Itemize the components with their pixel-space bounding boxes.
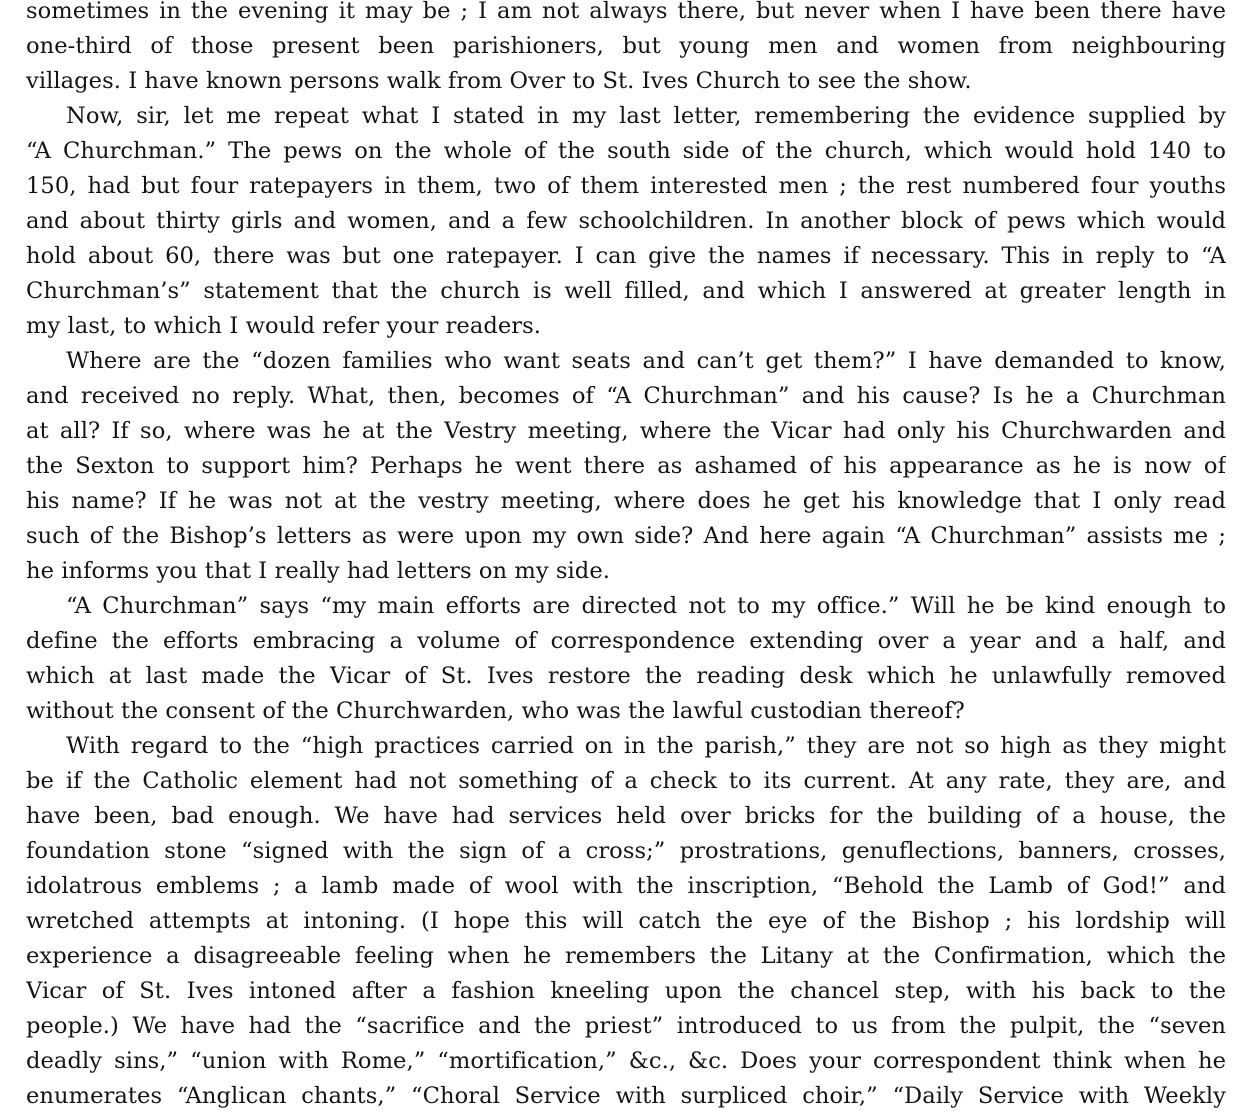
text-line: and received no reply. What, then, becomes of “A Churchman” and his cause? Is he a Churchman	[26, 383, 1226, 409]
text-line: foundation stone “signed with the sign of a cross;” prostrations, genuflections, banners, crosses,	[26, 838, 1226, 864]
text-line: and about thirty girls and women, and a few schoolchildren. In another block of pews which would	[26, 208, 1226, 234]
text-line: people.) We have had the “sacrifice and the priest” introduced to us from the pulpit, the “seven	[26, 1013, 1226, 1039]
text-line: idolatrous emblems ; a lamb made of wool with the inscription, “Behold the Lamb of God!” and	[26, 873, 1226, 899]
text-line: With regard to the “high practices carried on in the parish,” they are not so high as they might	[66, 733, 1226, 759]
text-line: his name? If he was not at the vestry meeting, where does he get his knowledge that I only read	[26, 488, 1226, 514]
text-line: hold about 60, there was but one ratepayer. I can give the names if necessary. This in reply to “A	[26, 243, 1226, 269]
text-line: enumerates “Anglican chants,” “Choral Service with surpliced choir,” “Daily Service with Weekly	[26, 1083, 1226, 1109]
paragraph-3	[26, 344, 1226, 589]
text-line: Where are the “dozen families who want seats and can’t get them?” I have demanded to know,	[66, 348, 1226, 374]
text-line: he informs you that I really had letters on my side.	[26, 558, 610, 584]
text-line: villages. I have known persons walk from Over to St. Ives Church to see the show.	[26, 68, 972, 94]
text-line: which at last made the Vicar of St. Ives restore the reading desk which he unlawfully removed	[26, 663, 1226, 689]
text-line: define the efforts embracing a volume of correspondence extending over a year and a half, and	[26, 628, 1226, 654]
paragraph-4	[26, 589, 1226, 729]
text-line: without the consent of the Churchwarden, who was the lawful custodian thereof?	[26, 698, 965, 724]
text-line: Now, sir, let me repeat what I stated in my last letter, remembering the evidence supplied by	[66, 103, 1226, 129]
text-line: experience a disagreeable feeling when he remembers the Litany at the Confirmation, which the	[26, 943, 1226, 969]
text-line: 150, had but four ratepayers in them, two of them interested men ; the rest numbered four youths	[26, 173, 1226, 199]
text-line: one-third of those present been parishioners, but young men and women from neighbouring	[26, 33, 1226, 59]
paragraph-5	[26, 729, 1226, 1114]
paragraph-1	[26, 0, 1226, 99]
text-line: have been, bad enough. We have had services held over bricks for the building of a house, the	[26, 803, 1226, 829]
paragraph-2	[26, 99, 1226, 344]
text-line: such of the Bishop’s letters as were upon my own side? And here again “A Churchman” assists me ;	[26, 523, 1226, 549]
text-line: my last, to which I would refer your readers.	[26, 313, 542, 339]
text-line: wretched attempts at intoning. (I hope this will catch the eye of the Bishop ; his lordship will	[26, 908, 1226, 934]
text-line: “A Churchman.” The pews on the whole of the south side of the church, which would hold 140 to	[26, 138, 1226, 164]
text-line: “A Churchman” says “my main efforts are directed not to my office.” Will he be kind enough to	[66, 593, 1226, 619]
text-line: deadly sins,” “union with Rome,” “mortification,” &c., &c. Does your correspondent think when he	[26, 1048, 1226, 1074]
text-line: at all? If so, where was he at the Vestry meeting, where the Vicar had only his Churchwarden and	[26, 418, 1226, 444]
text-line: the Sexton to support him? Perhaps he went there as ashamed of his appearance as he is now of	[26, 453, 1226, 479]
text-line: Churchman’s” statement that the church is well filled, and which I answered at greater length in	[26, 278, 1226, 304]
letter-page	[26, 0, 1226, 1114]
text-line: Vicar of St. Ives intoned after a fashion kneeling upon the chancel step, with his back to the	[26, 978, 1226, 1004]
text-line: sometimes in the evening it may be ; I am not always there, but never when I have been there have	[26, 0, 1226, 24]
text-line: be if the Catholic element had not something of a check to its current. At any rate, they are, and	[26, 768, 1226, 794]
